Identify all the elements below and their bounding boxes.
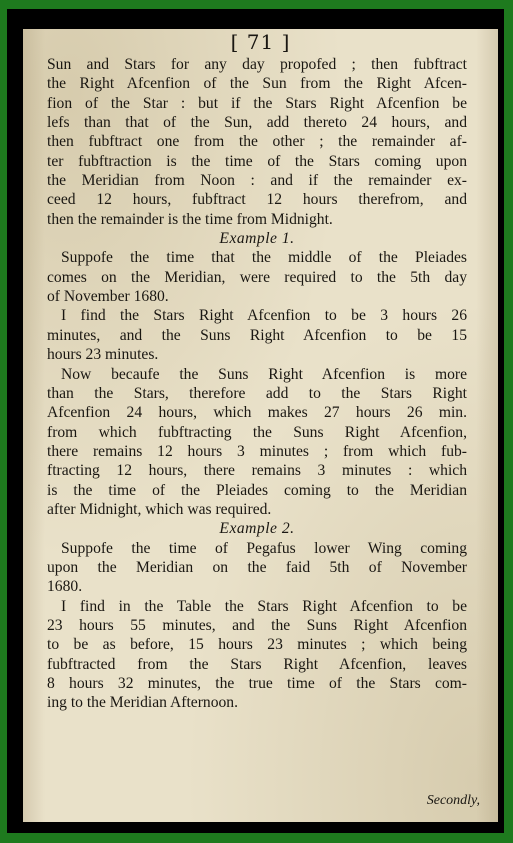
text-line: Suppofe the time that the middle of the Pleiades — [61, 249, 467, 267]
text-line: I find the Stars Right Afcenfion to be 3 hours 26 — [61, 307, 467, 325]
text-line: than the Stars, therefore add to the Stars Right — [47, 384, 467, 402]
text-line: of November 1680. — [47, 288, 169, 306]
text-line: ter fubftraction is the time of the Stars coming upon — [47, 152, 467, 170]
text-line: Now becaufe the Suns Right Afcenfion is more — [61, 365, 467, 383]
text-line: comes on the Meridian, were required to the 5th day — [47, 268, 467, 286]
catchword: Secondly, — [426, 793, 480, 808]
text-line: Suppofe the time of Pegafus lower Wing coming — [61, 539, 467, 557]
example-heading: Example 1. — [219, 230, 295, 248]
example-heading: Example 2. — [219, 520, 295, 538]
text-line: ftracting 12 hours, there remains 3 minutes : which — [47, 462, 467, 480]
page-number: [ 71 ] — [230, 30, 291, 54]
text-line: upon the Meridian on the faid 5th of November — [47, 558, 467, 576]
text-line: then the remainder is the time from Midnight. — [47, 210, 333, 228]
text-line: 1680. — [47, 578, 83, 596]
text-line: 8 hours 32 minutes, the true time of the Stars com- — [47, 675, 467, 692]
book-page — [23, 29, 498, 822]
text-line: ing to the Meridian Afternoon. — [47, 694, 238, 712]
text-line: after Midnight, which was required. — [47, 500, 272, 518]
text-line: the Right Afcenfion of the Sun from the Right Afcen- — [47, 75, 467, 93]
text-line: fubftracted from the Stars Right Afcenfion, leaves — [47, 655, 467, 673]
text-line: there remains 12 hours 3 minutes ; from which fub- — [47, 442, 467, 460]
text-line: ceed 12 hours, fubftract 12 hours therefrom, and — [47, 191, 467, 209]
text-line: Sun and Stars for any day propofed ; then fubftract — [47, 56, 467, 73]
text-line: then fubftract one from the other ; the remainder af- — [47, 133, 467, 151]
text-line: fion of the Star : but if the Stars Right Afcenfion be — [47, 94, 467, 112]
text-line: lefs than that of the Sun, add thereto 24 hours, and — [47, 114, 467, 132]
text-line: minutes, and the Suns Right Afcenfion to be 15 — [47, 326, 467, 344]
text-line: the Meridian from Noon : and if the remainder ex- — [47, 172, 467, 190]
text-line: I find in the Table the Stars Right Afcenfion to be — [61, 597, 467, 615]
text-line: is the time of the Pleiades coming to the Meridian — [47, 481, 467, 499]
text-line: hours 23 minutes. — [47, 346, 159, 364]
text-line: 23 hours 55 minutes, and the Suns Right Afcenfion — [47, 616, 467, 634]
page-text — [47, 55, 467, 713]
text-line: to be as before, 15 hours 23 minutes ; which being — [47, 636, 467, 654]
text-line: Afcenfion 24 hours, which makes 27 hours 26 min. — [47, 404, 467, 422]
text-line: from which fubftracting the Suns Right Afcenfion, — [47, 423, 467, 441]
image-border — [7, 9, 504, 833]
